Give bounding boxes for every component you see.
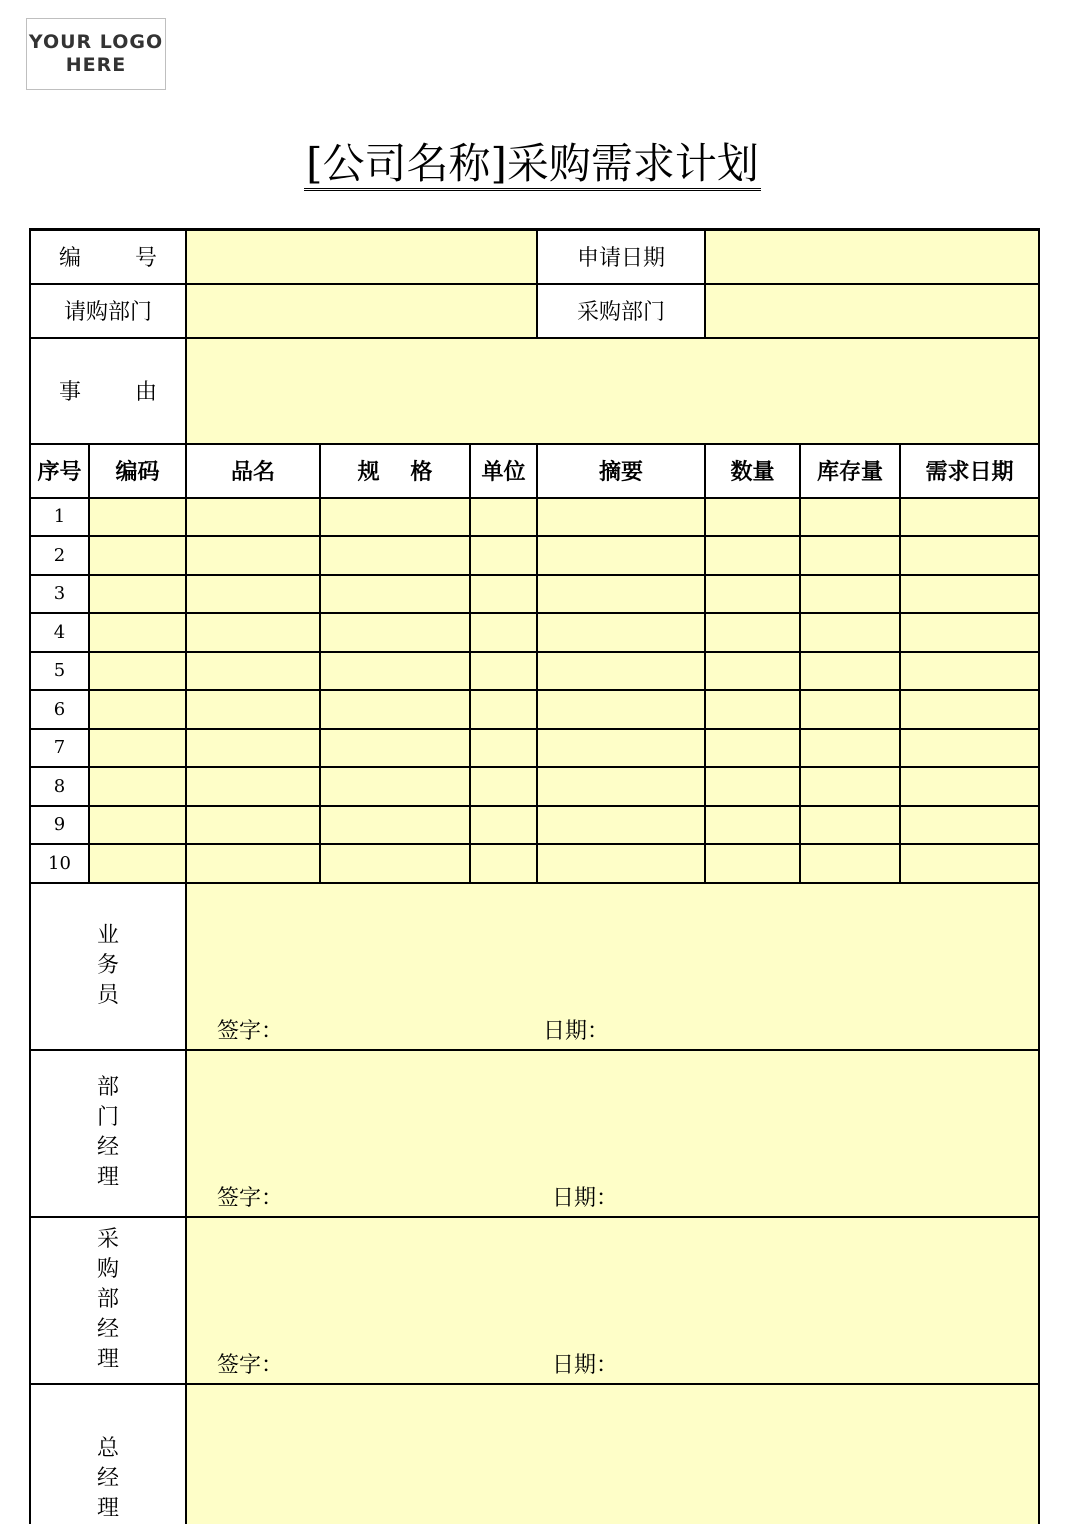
row-number: 8: [30, 767, 89, 806]
col-qty: 数量: [705, 444, 800, 498]
spec-cell[interactable]: [320, 729, 470, 768]
item-row: [30, 652, 1039, 691]
qty-cell[interactable]: [705, 690, 800, 729]
col-need-date: 需求日期: [900, 444, 1039, 498]
unit-cell[interactable]: [470, 729, 537, 768]
qty-cell[interactable]: [705, 844, 800, 883]
need-date-cell[interactable]: [900, 690, 1039, 729]
spec-cell[interactable]: [320, 536, 470, 575]
reason-label: 事 由: [30, 338, 186, 444]
date-label: 日期：: [543, 1018, 610, 1044]
unit-cell[interactable]: [470, 690, 537, 729]
col-name: 品名: [186, 444, 320, 498]
item-row: [30, 767, 1039, 806]
name-cell[interactable]: [186, 652, 320, 691]
stock-cell[interactable]: [800, 767, 900, 806]
spec-cell[interactable]: [320, 498, 470, 537]
name-cell[interactable]: [186, 536, 320, 575]
item-row: [30, 806, 1039, 845]
date-label: 日期：: [552, 1352, 619, 1378]
approval-purchase-manager-field[interactable]: [186, 1217, 1039, 1384]
need-date-cell[interactable]: [900, 844, 1039, 883]
row-number: 10: [30, 844, 89, 883]
need-date-cell[interactable]: [900, 613, 1039, 652]
row-number: 9: [30, 806, 89, 845]
col-unit: 单位: [470, 444, 537, 498]
approval-dept-manager-label: 部门经理: [30, 1050, 186, 1217]
need-date-cell[interactable]: [900, 536, 1039, 575]
approval-salesperson-label: 业务员: [30, 883, 186, 1050]
name-cell[interactable]: [186, 806, 320, 845]
code-cell[interactable]: [89, 652, 186, 691]
code-cell[interactable]: [89, 729, 186, 768]
summary-cell[interactable]: [537, 844, 705, 883]
row-number: 7: [30, 729, 89, 768]
summary-cell[interactable]: [537, 652, 705, 691]
code-cell[interactable]: [89, 690, 186, 729]
col-stock: 库存量: [800, 444, 900, 498]
col-spec: 规 格: [320, 444, 470, 498]
code-cell[interactable]: [89, 575, 186, 614]
item-row: [30, 844, 1039, 883]
stock-cell[interactable]: [800, 729, 900, 768]
spec-cell[interactable]: [320, 690, 470, 729]
qty-cell[interactable]: [705, 498, 800, 537]
stock-cell[interactable]: [800, 575, 900, 614]
need-date-cell[interactable]: [900, 806, 1039, 845]
spec-cell[interactable]: [320, 613, 470, 652]
stock-cell[interactable]: [800, 536, 900, 575]
name-cell[interactable]: [186, 729, 320, 768]
row-number: 2: [30, 536, 89, 575]
row-number: 3: [30, 575, 89, 614]
request-dept-label: 请购部门: [30, 284, 186, 338]
summary-cell[interactable]: [537, 690, 705, 729]
qty-cell[interactable]: [705, 767, 800, 806]
stock-cell[interactable]: [800, 652, 900, 691]
spec-cell[interactable]: [320, 767, 470, 806]
unit-cell[interactable]: [470, 844, 537, 883]
purchase-request-form: [29, 228, 1040, 1524]
name-cell[interactable]: [186, 498, 320, 537]
row-number: 5: [30, 652, 89, 691]
row-number: 6: [30, 690, 89, 729]
name-cell[interactable]: [186, 575, 320, 614]
qty-cell[interactable]: [705, 613, 800, 652]
item-row: [30, 690, 1039, 729]
item-row: [30, 498, 1039, 537]
code-cell[interactable]: [89, 536, 186, 575]
unit-cell[interactable]: [470, 575, 537, 614]
stock-cell[interactable]: [800, 613, 900, 652]
summary-cell[interactable]: [537, 498, 705, 537]
reason-field[interactable]: [186, 338, 1039, 444]
number-field[interactable]: [186, 230, 537, 284]
summary-cell[interactable]: [537, 575, 705, 614]
spec-cell[interactable]: [320, 844, 470, 883]
unit-cell[interactable]: [470, 613, 537, 652]
item-row: [30, 613, 1039, 652]
summary-cell[interactable]: [537, 767, 705, 806]
qty-cell[interactable]: [705, 806, 800, 845]
unit-cell[interactable]: [470, 498, 537, 537]
apply-date-label: 申请日期: [537, 230, 705, 284]
summary-cell[interactable]: [537, 536, 705, 575]
unit-cell[interactable]: [470, 652, 537, 691]
stock-cell[interactable]: [800, 690, 900, 729]
approval-dept-manager-field[interactable]: [186, 1050, 1039, 1217]
purchase-dept-field[interactable]: [705, 284, 1039, 338]
stock-cell[interactable]: [800, 844, 900, 883]
need-date-cell[interactable]: [900, 652, 1039, 691]
need-date-cell[interactable]: [900, 498, 1039, 537]
code-cell[interactable]: [89, 498, 186, 537]
qty-cell[interactable]: [705, 652, 800, 691]
unit-cell[interactable]: [470, 767, 537, 806]
row-number: 1: [30, 498, 89, 537]
qty-cell[interactable]: [705, 729, 800, 768]
approval-gm-label: 总经理: [30, 1384, 186, 1524]
approval-gm-field[interactable]: [186, 1384, 1039, 1524]
qty-cell[interactable]: [705, 575, 800, 614]
logo-line-1: YOUR LOGO: [28, 31, 164, 53]
page-title: [公司名称]采购需求计划: [0, 136, 1065, 192]
sign-label: 签字：: [217, 1352, 284, 1378]
name-cell[interactable]: [186, 767, 320, 806]
unit-cell[interactable]: [470, 806, 537, 845]
row-number: 4: [30, 613, 89, 652]
item-row: [30, 536, 1039, 575]
stock-cell[interactable]: [800, 806, 900, 845]
spec-cell[interactable]: [320, 575, 470, 614]
need-date-cell[interactable]: [900, 575, 1039, 614]
company-logo-placeholder: [26, 18, 166, 90]
summary-cell[interactable]: [537, 806, 705, 845]
sign-label: 签字：: [217, 1018, 284, 1044]
spec-cell[interactable]: [320, 806, 470, 845]
code-cell[interactable]: [89, 844, 186, 883]
number-label: 编 号: [30, 230, 186, 284]
code-cell[interactable]: [89, 767, 186, 806]
logo-line-2: HERE: [65, 54, 127, 76]
item-row: [30, 729, 1039, 768]
unit-cell[interactable]: [470, 536, 537, 575]
approval-salesperson-field[interactable]: [186, 883, 1039, 1050]
name-cell[interactable]: [186, 613, 320, 652]
stock-cell[interactable]: [800, 498, 900, 537]
summary-cell[interactable]: [537, 613, 705, 652]
item-row: [30, 575, 1039, 614]
date-label: 日期：: [552, 1185, 619, 1211]
name-cell[interactable]: [186, 690, 320, 729]
approval-purchase-manager-label: 采购部经理: [30, 1217, 186, 1384]
spec-cell[interactable]: [320, 652, 470, 691]
col-code: 编码: [89, 444, 186, 498]
col-summary: 摘要: [537, 444, 705, 498]
code-cell[interactable]: [89, 613, 186, 652]
code-cell[interactable]: [89, 806, 186, 845]
apply-date-field[interactable]: [705, 230, 1039, 284]
need-date-cell[interactable]: [900, 767, 1039, 806]
need-date-cell[interactable]: [900, 729, 1039, 768]
col-seq: 序号: [30, 444, 89, 498]
summary-cell[interactable]: [537, 729, 705, 768]
purchase-dept-label: 采购部门: [537, 284, 705, 338]
qty-cell[interactable]: [705, 536, 800, 575]
name-cell[interactable]: [186, 844, 320, 883]
request-dept-field[interactable]: [186, 284, 537, 338]
sign-label: 签字：: [217, 1185, 284, 1211]
